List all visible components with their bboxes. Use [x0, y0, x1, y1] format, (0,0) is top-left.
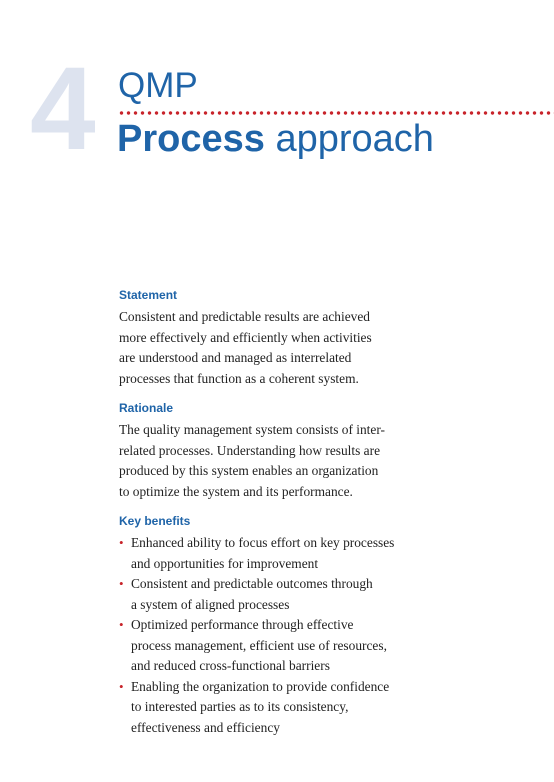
benefit-line: a system of aligned processes	[131, 596, 290, 612]
content-body	[119, 287, 404, 749]
statement-section	[119, 287, 404, 389]
title-bold: Process	[117, 118, 265, 160]
benefit-line: process management, efficient use of resources,	[131, 637, 387, 653]
bullet-icon: •	[119, 678, 124, 694]
statement-line: processes that function as a coherent system.	[119, 370, 359, 386]
benefit-line: Enabling the organization to provide confidence	[131, 678, 390, 694]
benefit-line: and reduced cross-functional barriers	[131, 658, 330, 673]
dotted-divider	[118, 110, 554, 116]
statement-text	[119, 307, 404, 389]
benefit-line: and opportunities for improvement	[131, 555, 319, 571]
bullet-icon: •	[119, 617, 124, 632]
rationale-line: to optimize the system and its performance.	[119, 483, 353, 499]
statement-line: Consistent and predictable results are achieved	[119, 309, 370, 324]
benefits-list	[119, 533, 404, 738]
rationale-text	[119, 420, 404, 502]
statement-line: are understood and managed as interrelated	[119, 350, 352, 365]
chapter-label: QMP	[118, 66, 198, 105]
benefit-line: Consistent and predictable outcomes through	[131, 576, 373, 591]
benefit-item	[119, 574, 404, 615]
bullet-icon: •	[119, 535, 124, 550]
page-title	[117, 120, 434, 158]
title-light: approach	[275, 118, 434, 160]
chapter-number: 4	[30, 43, 94, 175]
statement-line: more effectively and efficiently when activities	[119, 329, 372, 345]
benefit-line: Optimized performance through effective	[131, 617, 354, 632]
rationale-line: related processes. Understanding how results are	[119, 442, 381, 458]
rationale-line: produced by this system enables an organization	[119, 463, 379, 478]
bullet-icon: •	[119, 576, 124, 591]
benefit-item	[119, 615, 404, 677]
statement-heading: Statement	[119, 288, 178, 302]
key-benefits-section	[119, 513, 404, 738]
benefit-line: Enhanced ability to focus effort on key processes	[131, 535, 395, 550]
rationale-line: The quality management system consists of inter-	[119, 422, 385, 437]
benefit-line: to interested parties as to its consistency,	[131, 699, 349, 714]
benefit-line: effectiveness and efficiency	[131, 719, 280, 735]
rationale-heading: Rationale	[119, 401, 174, 415]
key-benefits-heading: Key benefits	[119, 514, 191, 528]
benefit-item	[119, 533, 404, 574]
benefit-item	[119, 677, 404, 739]
rationale-section	[119, 400, 404, 502]
